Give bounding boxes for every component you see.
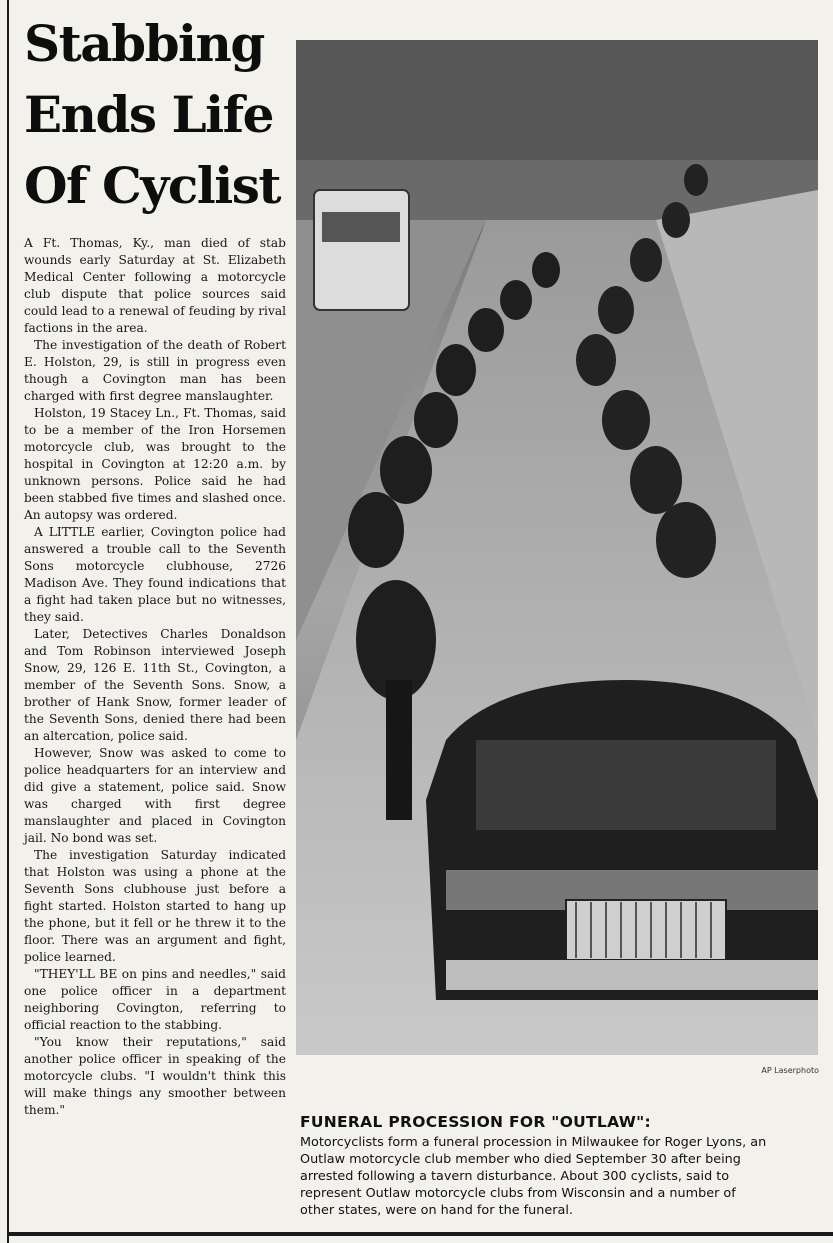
page-border-bottom — [7, 1232, 833, 1236]
funeral-procession-photo — [296, 40, 818, 1055]
news-photo — [296, 40, 818, 1055]
article-paragraph: The investigation of the death of Robert E. Holston, 29, is still in progress even though a Covington man has been charged with first degree manslaughter. — [24, 338, 286, 403]
article-paragraph: Later, Detectives Charles Donaldson and Tom Robinson interviewed Joseph Snow, 29, 126 E. 11th St., Covington, a member of the Seventh Sons. Snow, a brother of Hank Snow, former leader of the Seventh Sons, denied there had been an altercation, police said. — [24, 627, 286, 743]
headline-line-2: Ends Life — [24, 85, 273, 144]
article-column — [24, 8, 286, 1119]
article-paragraph: "You know their reputations," said another police officer in speaking of the motorcycle clubs. "I wouldn't think this will make things any smoother between them." — [24, 1035, 286, 1117]
headline-line-3: Of Cyclist — [24, 156, 280, 215]
caption-title: FUNERAL PROCESSION FOR "OUTLAW": — [300, 1113, 651, 1131]
article-body — [24, 235, 286, 1119]
article-paragraph: The investigation Saturday indicated that Holston was using a phone at the Seventh Sons clubhouse just before a fight started. Holston started to hang up the phone, but it fell or he threw it to the floor. There was an argument and fight, police learned. — [24, 848, 286, 964]
headline-line-1: Stabbing — [24, 14, 264, 73]
article-paragraph: A LITTLE earlier, Covington police had answered a trouble call to the Seventh Sons motorcycle clubhouse, 2726 Madison Ave. They found indications that a fight had taken place but no witnesses, they said. — [24, 525, 286, 624]
article-paragraph: A Ft. Thomas, Ky., man died of stab wounds early Saturday at St. Elizabeth Medical Center following a motorcycle club dispute that police sources said could lead to a renewal of feuding by rival factions in the area. — [24, 236, 286, 335]
article-paragraph: "THEY'LL BE on pins and needles," said one police officer in a department neighboring Covington, referring to official reaction to the stabbing. — [24, 967, 286, 1032]
article-paragraph: However, Snow was asked to come to police headquarters for an interview and did give a statement, police said. Snow was charged with first degree manslaughter and placed in Covington jail. No bond was set. — [24, 746, 286, 845]
photo-credit: AP Laserphoto — [761, 1066, 819, 1075]
article-paragraph: Holston, 19 Stacey Ln., Ft. Thomas, said to be a member of the Iron Horsemen motorcycle club, was brought to the hospital in Covington at 12:20 a.m. by unknown persons. Police said he had been stabbed five times and slashed once. An autopsy was ordered. — [24, 406, 286, 522]
caption-body: Motorcyclists form a funeral procession in Milwaukee for Roger Lyons, an Outlaw motorcycle club member who died September 30 after being arrested following a tavern disturbance. About 300 cyclists, said to represent Outlaw motorcycle clubs from Wisconsin and a number of other states, were on hand for the funeral. — [300, 1135, 767, 1218]
photo-caption — [300, 1113, 770, 1219]
page-border-left — [7, 0, 9, 1243]
headline — [24, 8, 286, 221]
